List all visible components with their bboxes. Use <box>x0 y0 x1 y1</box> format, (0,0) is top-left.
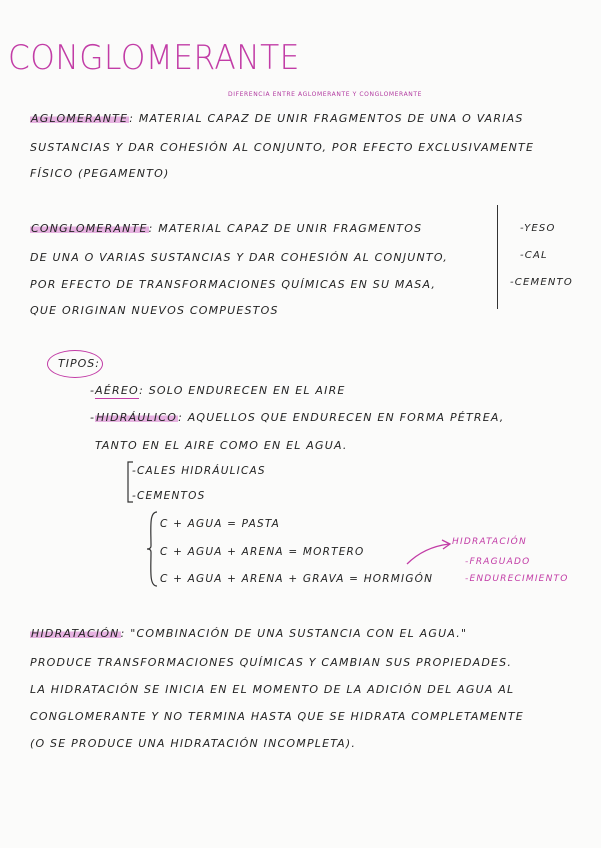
conglomerante-def-2: DE UNA O VARIAS SUSTANCIAS Y DAR COHESIÓN AL CONJUNTO, <box>30 251 448 264</box>
hidratacion-def-3: LA HIDRATACIÓN SE INICIA EN EL MOMENTO DE LA ADICIÓN DEL AGUA AL <box>30 683 515 696</box>
process-hidratacion: HIDRATACIÓN <box>452 537 527 547</box>
aereo-term: AÉREO <box>95 384 140 397</box>
hidratacion-line-1 <box>30 627 467 640</box>
hidraulico-text-2: TANTO EN EL AIRE COMO EN EL AGUA. <box>95 439 348 452</box>
conglomerante-def-4: QUE ORIGINAN NUEVOS COMPUESTOS <box>30 304 279 317</box>
tipos-label: TIPOS: <box>58 357 100 370</box>
formula-hormigon: C + AGUA + ARENA + GRAVA = HORMIGÓN <box>160 573 434 585</box>
aereo-text: : SOLO ENDURECEN EN EL AIRE <box>139 384 346 397</box>
hidratacion-def-4: CONGLOMERANTE Y NO TERMINA HASTA QUE SE HIDRATA COMPLETAMENTE <box>30 710 524 723</box>
example-yeso: -YESO <box>520 223 556 234</box>
hidratacion-term: HIDRATACIÓN <box>31 627 120 640</box>
page-title: CONGLOMERANTE <box>8 38 300 78</box>
page-subtitle: DIFERENCIA ENTRE AGLOMERANTE Y CONGLOMERANTE <box>228 91 423 98</box>
hidraulico-term: HIDRÁULICO <box>96 411 178 424</box>
example-cal: -CAL <box>520 250 548 261</box>
formula-pasta: C + AGUA = PASTA <box>160 518 280 530</box>
aereo-line: -AÉREO: SOLO ENDURECEN EN EL AIRE <box>90 384 346 397</box>
hidratacion-def-2: PRODUCE TRANSFORMACIONES QUÍMICAS Y CAMBIAN SUS PROPIEDADES. <box>30 656 513 669</box>
conglomerante-term: CONGLOMERANTE <box>31 222 148 235</box>
conglomerante-def-3: POR EFECTO DE TRANSFORMACIONES QUÍMICAS EN SU MASA, <box>30 278 437 291</box>
process-endurecimiento: -ENDURECIMIENTO <box>465 574 569 584</box>
conglomerante-def-1: : MATERIAL CAPAZ DE UNIR FRAGMENTOS <box>148 222 423 235</box>
sub-cales: -CALES HIDRÁULICAS <box>132 465 266 477</box>
process-fraguado: -FRAGUADO <box>465 557 531 567</box>
divider-line <box>497 205 498 309</box>
process-arrow <box>405 538 455 568</box>
hidraulico-line: -HIDRÁULICO: AQUELLOS QUE ENDURECEN EN FORMA PÉTREA, <box>90 411 505 424</box>
aglomerante-def-2: SUSTANCIAS Y DAR COHESIÓN AL CONJUNTO, POR EFECTO EXCLUSIVAMENTE <box>30 141 535 154</box>
aglomerante-line-1 <box>30 112 524 125</box>
example-cemento: -CEMENTO <box>510 277 573 288</box>
conglomerante-line-1 <box>30 222 422 235</box>
sub-cementos: -CEMENTOS <box>132 490 206 502</box>
hidratacion-def-1: : "COMBINACIÓN DE UNA SUSTANCIA CON EL AGUA." <box>120 627 468 640</box>
aglomerante-def-3: FÍSICO (PEGAMENTO) <box>30 167 170 180</box>
aglomerante-def-1: : MATERIAL CAPAZ DE UNIR FRAGMENTOS DE UNA O VARIAS <box>129 112 524 125</box>
aglomerante-term: AGLOMERANTE <box>31 112 129 125</box>
formula-mortero: C + AGUA + ARENA = MORTERO <box>160 546 365 558</box>
formula-brace <box>145 510 159 588</box>
hidratacion-def-5: (O SE PRODUCE UNA HIDRATACIÓN INCOMPLETA). <box>30 737 357 750</box>
hidraulico-text: : AQUELLOS QUE ENDURECEN EN FORMA PÉTREA, <box>178 411 505 424</box>
